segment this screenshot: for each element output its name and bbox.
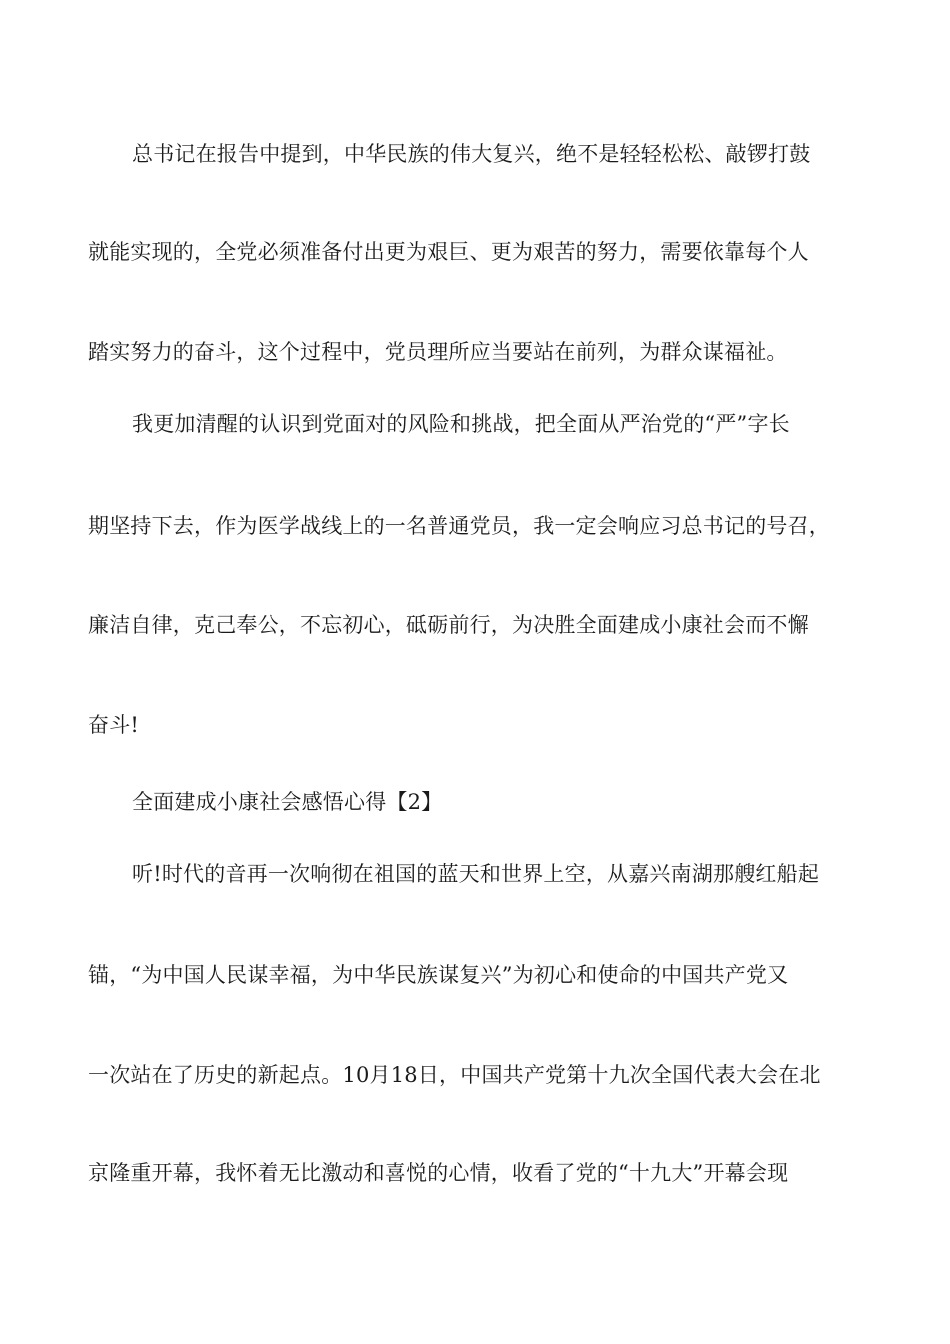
paragraph-2-line-1: 我更加清醒的认识到党面对的风险和挑战，把全面从严治党的“严”字长 <box>132 412 790 436</box>
paragraph-2-line-4: 奋斗! <box>88 713 140 737</box>
paragraph-3-line-1: 听!时代的音再一次响彻在祖国的蓝天和世界上空，从嘉兴南湖那艘红船起 <box>132 862 820 886</box>
paragraph-1-line-3: 踏实努力的奋斗，这个过程中，党员理所应当要站在前列，为群众谋福祉。 <box>88 340 788 364</box>
paragraph-2-line-2: 期坚持下去，作为医学战线上的一名普通党员，我一定会响应习总书记的号召， <box>88 514 830 538</box>
paragraph-3-line-2: 锚，“为中国人民谋幸福，为中华民族谋复兴”为初心和使命的中国共产党又 <box>88 963 789 987</box>
paragraph-1-line-1: 总书记在报告中提到，中华民族的伟大复兴，绝不是轻轻松松、敲锣打鼓 <box>132 142 811 166</box>
paragraph-1-line-2: 就能实现的，全党必须准备付出更为艰巨、更为艰苦的努力，需要依靠每个人 <box>88 240 809 264</box>
paragraph-2-line-3: 廉洁自律，克己奉公，不忘初心，砥砺前行，为决胜全面建成小康社会而不懈 <box>88 613 809 637</box>
section-heading: 全面建成小康社会感悟心得【2】 <box>132 790 443 814</box>
paragraph-3-line-4: 京隆重开幕，我怀着无比激动和喜悦的心情，收看了党的“十九大”开幕会现 <box>88 1161 789 1185</box>
paragraph-3-line-3: 一次站在了历史的新起点。10月18日，中国共产党第十九次全国代表大会在北 <box>88 1063 821 1087</box>
